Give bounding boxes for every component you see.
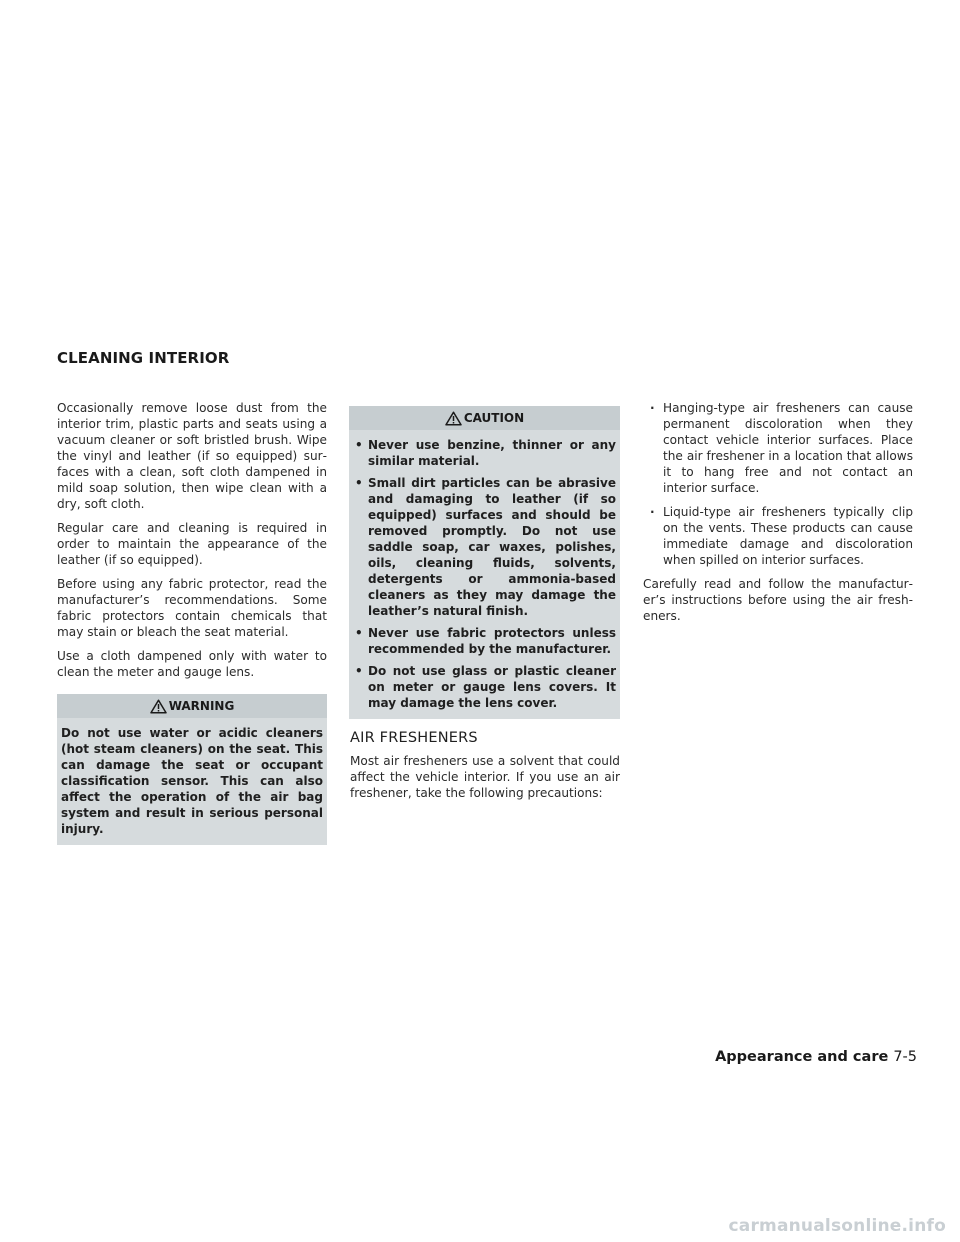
- caution-list: [355, 437, 616, 711]
- caution-header: [349, 406, 620, 430]
- precaution-list: [643, 400, 913, 568]
- subheading-air-fresheners: AIR FRESHENERS: [350, 730, 478, 746]
- paragraph: Occasionally remove loose dust from the interior trim, plastic parts and seats using a vacuum cleaner or soft bristled brush. Wipe the vinyl and leather (if so equipped) surfaces with a clean, soft cloth dampened in mild soap solution, then wipe clean with a dry, soft cloth.: [57, 401, 327, 511]
- caution-body: [349, 430, 620, 719]
- caution-item: • Never use benzine, thinner or any similar material.: [355, 437, 616, 469]
- warning-label: WARNING: [168, 699, 235, 713]
- caution-label: CAUTION: [463, 411, 525, 425]
- column-middle: [350, 400, 620, 809]
- section-title: CLEANING INTERIOR: [57, 349, 230, 367]
- warning-box: [57, 694, 327, 845]
- page-footer: [715, 1049, 917, 1065]
- warning-triangle-icon: [150, 699, 167, 714]
- caution-item: • Never use fabric protectors unless recommended by the manufacturer.: [355, 625, 616, 657]
- page-number: 7-5: [893, 1049, 917, 1065]
- paragraph: Regular care and cleaning is required in order to maintain the appearance of the leather (if so equipped).: [57, 521, 327, 567]
- precaution-item: · Liquid-type air fresheners typically clip on the vents. These products can cause immediate damage and discoloration when spilled on interior surfaces.: [643, 504, 913, 568]
- precaution-item: · Hanging-type air fresheners can cause permanent discoloration when they contact vehicle interior surfaces. Place the air freshener in a location that allows it to hang free and not contact an interior surface.: [643, 400, 913, 496]
- paragraph: Before using any fabric protector, read the manufacturer’s recommendations. Some fabric protectors contain chemicals that may stain or bleach the seat material.: [57, 577, 327, 639]
- paragraph: Use a cloth dampened only with water to clean the meter and gauge lens.: [57, 649, 327, 679]
- warning-header: [57, 694, 327, 718]
- chapter-title: Appearance and care: [715, 1049, 889, 1065]
- caution-box: [349, 406, 620, 719]
- warning-text: Do not use water or acidic cleaners (hot steam cleaners) on the seat. This can damage the seat or occupant classification sensor. This can also affect the operation of the air bag system and result in serious personal injury.: [61, 726, 323, 836]
- watermark: carmanualsonline.info: [728, 1216, 946, 1236]
- paragraph: Carefully read and follow the manufacturer’s instructions before using the air fresheners.: [643, 577, 913, 623]
- caution-item: • Small dirt particles can be abrasive and damaging to leather (if so equipped) surfaces and should be removed promptly. Do not use saddle soap, car waxes, polishes, oils, cleaning fluids, solvents, detergents or ammonia-based cleaners as they may damage the leather’s natural finish.: [355, 475, 616, 619]
- column-left: [57, 400, 327, 845]
- column-right: [643, 400, 913, 632]
- warning-triangle-icon: [445, 411, 462, 426]
- caution-item: • Do not use glass or plastic cleaner on meter or gauge lens covers. It may damage the lens cover.: [355, 663, 616, 711]
- paragraph: Most air fresheners use a solvent that could affect the vehicle interior. If you use an air freshener, take the following precautions:: [350, 754, 620, 800]
